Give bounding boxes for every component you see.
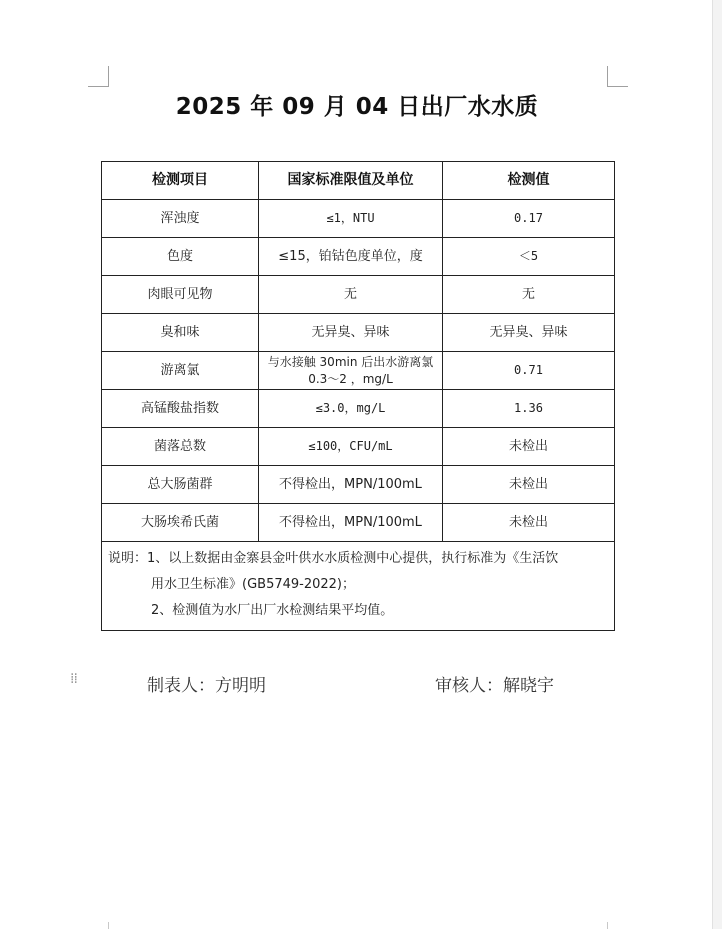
document-title[interactable]: 2025 年 09 月 04 日出厂水水质 — [175, 94, 539, 120]
table-notes-row — [102, 542, 615, 631]
cell-item[interactable]: 高锰酸盐指数 — [102, 390, 259, 428]
cell-value[interactable]: 无异臭、异味 — [443, 314, 615, 352]
reviewer-signature[interactable]: 审核人：解晓宇 — [435, 676, 554, 696]
table-row — [102, 390, 615, 428]
crop-mark-top-left — [88, 66, 109, 87]
table-row — [102, 428, 615, 466]
cell-value[interactable]: 0.17 — [443, 200, 615, 238]
crop-mark-bottom-right — [607, 922, 628, 929]
cell-standard[interactable]: ≤1，NTU — [259, 200, 443, 238]
table-header-row — [102, 162, 615, 200]
cell-item[interactable]: 肉眼可见物 — [102, 276, 259, 314]
header-value[interactable]: 检测值 — [443, 162, 615, 200]
cell-value[interactable]: 未检出 — [443, 466, 615, 504]
cell-item[interactable]: 臭和味 — [102, 314, 259, 352]
cell-standard[interactable]: 不得检出，MPN/100mL — [259, 504, 443, 542]
table-row — [102, 276, 615, 314]
crop-mark-bottom-left — [88, 922, 109, 929]
table-row — [102, 200, 615, 238]
header-standard[interactable]: 国家标准限值及单位 — [259, 162, 443, 200]
note-line-1: 说明：1、以上数据由金寨县金叶供水水质检测中心提供，执行标准为《生活饮 — [108, 551, 559, 566]
drag-handle-icon[interactable]: ⁞⁞ — [70, 671, 77, 687]
cell-value[interactable]: 无 — [443, 276, 615, 314]
cell-item[interactable]: 大肠埃希氏菌 — [102, 504, 259, 542]
header-item[interactable]: 检测项目 — [102, 162, 259, 200]
cell-standard[interactable]: 与水接触 30min 后出水游离氯 0.3～2 ，mg/L — [259, 352, 443, 390]
cell-standard[interactable]: 无 — [259, 276, 443, 314]
table-row — [102, 314, 615, 352]
cell-value[interactable]: 未检出 — [443, 504, 615, 542]
water-quality-table[interactable] — [101, 161, 615, 631]
cell-standard[interactable]: ≤15，铂钴色度单位，度 — [259, 238, 443, 276]
page-gutter — [712, 0, 722, 929]
cell-value[interactable]: 未检出 — [443, 428, 615, 466]
crop-mark-top-right — [607, 66, 628, 87]
cell-item[interactable]: 游离氯 — [102, 352, 259, 390]
cell-item[interactable]: 总大肠菌群 — [102, 466, 259, 504]
note-line-2: 用水卫生标准》(GB5749-2022)； — [151, 577, 355, 592]
cell-standard[interactable]: ≤3.0，mg/L — [259, 390, 443, 428]
table-row — [102, 238, 615, 276]
cell-item[interactable]: 浑浊度 — [102, 200, 259, 238]
preparer-signature[interactable]: 制表人：方明明 — [147, 676, 266, 696]
notes-cell[interactable] — [102, 542, 615, 631]
cell-standard[interactable]: 无异臭、异味 — [259, 314, 443, 352]
cell-item[interactable]: 菌落总数 — [102, 428, 259, 466]
table-row — [102, 466, 615, 504]
cell-value[interactable]: 0.71 — [443, 352, 615, 390]
cell-standard[interactable]: 不得检出，MPN/100mL — [259, 466, 443, 504]
table-row — [102, 504, 615, 542]
cell-standard[interactable]: ≤100，CFU/mL — [259, 428, 443, 466]
cell-value[interactable]: 1.36 — [443, 390, 615, 428]
cell-value[interactable]: ＜5 — [443, 238, 615, 276]
note-line-3: 2、检测值为水厂出厂水检测结果平均值。 — [151, 603, 394, 618]
table-row — [102, 352, 615, 390]
cell-item[interactable]: 色度 — [102, 238, 259, 276]
